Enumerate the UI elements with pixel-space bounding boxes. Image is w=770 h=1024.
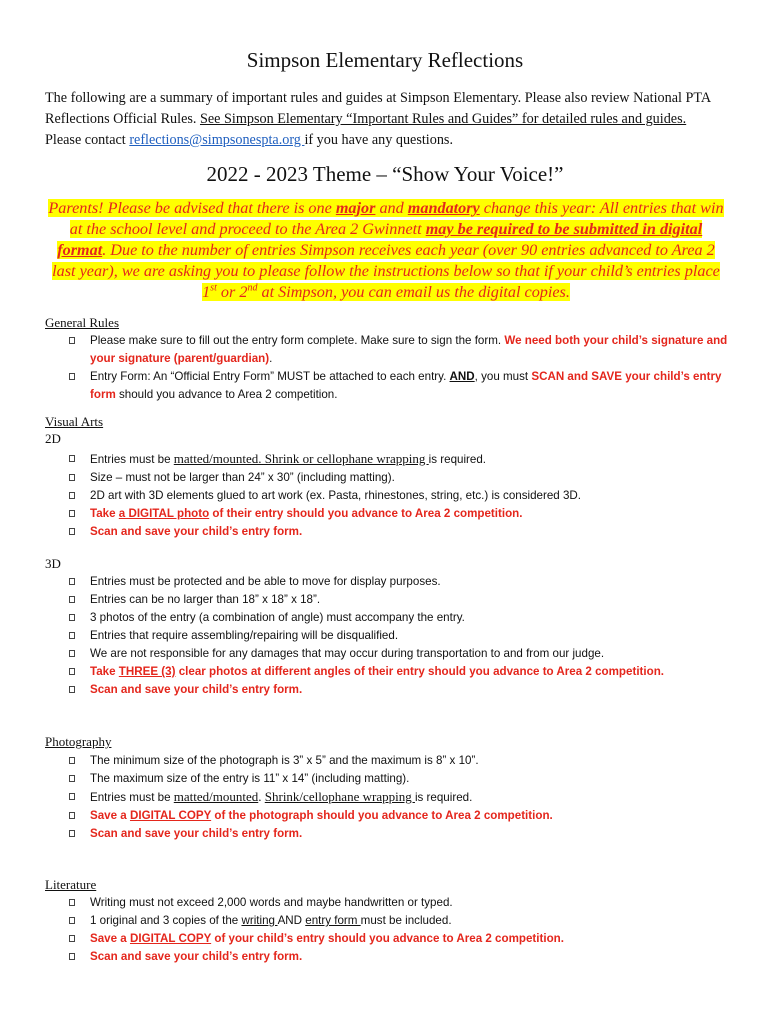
item-text: Entries must be <box>90 453 174 466</box>
list-item <box>69 681 729 699</box>
list-item <box>69 523 729 541</box>
checkbox-icon <box>69 812 75 819</box>
literature-heading: Literature <box>45 877 97 892</box>
item-text: The maximum size of the entry is 11” x 14” (including matting). <box>90 772 410 785</box>
notice-text: or 2 <box>216 283 248 301</box>
list-item <box>69 930 729 948</box>
item-text: 2D art with 3D elements glued to art work (ex. Pasta, rhinestones, string, etc.) is considered 3D. <box>90 489 582 502</box>
checkbox-icon <box>69 632 75 639</box>
item-text: must be included. <box>360 914 452 927</box>
photography-heading: Photography <box>45 734 112 749</box>
item-emphasis: Scan and save your child’s entry form. <box>90 525 303 538</box>
checkbox-icon <box>69 686 75 693</box>
item-text: 3 photos of the entry (a combination of angle) must accompany the entry. <box>90 611 465 624</box>
list-item <box>69 627 729 645</box>
item-text: is required. <box>414 791 473 804</box>
item-text: Writing must not exceed 2,000 words and maybe handwritten or typed. <box>90 896 453 909</box>
notice-text: change this year: All entries that win at the school level and proceed to the Area 2 Gwinnett <box>69 199 724 238</box>
item-emphasis: of their entry should you advance to Area 2 competition. <box>209 507 523 520</box>
item-text: AND <box>277 914 306 927</box>
notice-text: Parents! Please be advised that there is one <box>48 199 336 217</box>
checkbox-icon <box>69 455 75 462</box>
item-underline: writing <box>241 914 278 927</box>
item-emphasis: a DIGITAL photo <box>118 507 210 520</box>
checkbox-icon <box>69 793 75 800</box>
checkbox-icon <box>69 337 75 344</box>
list-item <box>69 663 729 681</box>
checkbox-icon <box>69 935 75 942</box>
email-link[interactable]: reflections@simpsonespta.org <box>129 132 305 148</box>
rules-guides-reference: See Simpson Elementary “Important Rules and Guides” for detailed rules and guides. <box>199 111 687 127</box>
notice-mandatory: mandatory <box>407 199 480 217</box>
list-item <box>69 609 729 627</box>
intro-paragraph <box>45 88 725 151</box>
theme-heading: 2022 - 2023 Theme – “Show Your Voice!” <box>206 162 564 186</box>
parent-notice <box>45 198 727 303</box>
item-text: Entry Form: An “Official Entry Form” MUST be attached to each entry. <box>90 370 450 383</box>
item-text: Entries that require assembling/repairing will be disqualified. <box>90 629 399 642</box>
list-item <box>69 788 729 807</box>
item-text: Please make sure to fill out the entry form complete. Make sure to sign the form. <box>90 334 505 347</box>
item-text: Entries can be no larger than 18” x 18” x 18”. <box>90 593 321 606</box>
list-item <box>69 469 729 487</box>
list-item <box>69 450 729 469</box>
general-rules-heading: General Rules <box>45 315 120 330</box>
item-emphasis: THREE (3) <box>118 665 176 678</box>
item-emphasis: SCAN and SAVE your child’s entry form <box>90 370 722 401</box>
checkbox-icon <box>69 510 75 517</box>
item-text: Size – must not be larger than 24” x 30” (including matting). <box>90 471 395 484</box>
item-emphasis: of your child’s entry should you advance to Area 2 competition. <box>211 932 564 945</box>
notice-digital-format: may be required to be submitted in digital format <box>57 220 703 259</box>
checkbox-icon <box>69 492 75 499</box>
item-text: , you must <box>474 370 532 383</box>
checkbox-icon <box>69 614 75 621</box>
item-text: Entries must be <box>90 791 174 804</box>
list-item <box>69 807 729 825</box>
notice-text: and <box>375 199 408 217</box>
3d-subheading: 3D <box>45 556 61 571</box>
item-text: . <box>258 789 265 804</box>
item-text: The minimum size of the photograph is 3” x 5” and the maximum is 8” x 10”. <box>90 754 479 767</box>
item-emphasis: Scan and save your child’s entry form. <box>90 827 303 840</box>
item-text: should you advance to Area 2 competition. <box>115 388 338 401</box>
notice-text: at Simpson, you can email us the digital copies. <box>257 283 570 301</box>
list-item <box>69 912 729 930</box>
literature-rules-list <box>69 894 729 966</box>
item-emphasis: AND <box>449 370 475 383</box>
list-item <box>69 825 729 843</box>
item-text: 1 original and 3 copies of the <box>90 914 242 927</box>
visual-arts-heading: Visual Arts <box>45 414 104 429</box>
item-emphasis: clear photos at different angles of their entry should you advance to Area 2 competition. <box>175 665 665 678</box>
checkbox-icon <box>69 830 75 837</box>
checkbox-icon <box>69 899 75 906</box>
item-emphasis: Scan and save your child’s entry form. <box>90 683 303 696</box>
list-item <box>69 368 729 404</box>
checkbox-icon <box>69 953 75 960</box>
item-emphasis: of the photograph should you advance to Area 2 competition. <box>211 809 553 822</box>
checkbox-icon <box>69 757 75 764</box>
checkbox-icon <box>69 596 75 603</box>
list-item <box>69 770 729 788</box>
item-emphasis: Save a <box>90 809 130 822</box>
list-item <box>69 487 729 505</box>
item-emphasis: We need both your child’s signature and your signature (parent/guardian) <box>90 334 728 365</box>
3d-rules-list <box>69 573 729 699</box>
item-text: Entries must be protected and be able to move for display purposes. <box>90 575 441 588</box>
checkbox-icon <box>69 775 75 782</box>
notice-major: major <box>335 199 376 217</box>
2d-subheading: 2D <box>45 431 61 446</box>
checkbox-icon <box>69 578 75 585</box>
notice-sup: nd <box>247 282 258 294</box>
item-emphasis: Take <box>90 665 119 678</box>
checkbox-icon <box>69 474 75 481</box>
item-underline: matted/mounted <box>173 789 259 804</box>
item-emphasis: Scan and save your child’s entry form. <box>90 950 303 963</box>
item-emphasis: DIGITAL COPY <box>129 809 212 822</box>
list-item <box>69 505 729 523</box>
checkbox-icon <box>69 373 75 380</box>
intro-contact-text: Please contact <box>45 132 130 148</box>
checkbox-icon <box>69 650 75 657</box>
list-item <box>69 948 729 966</box>
list-item <box>69 591 729 609</box>
intro-questions-text: if you have any questions. <box>304 132 453 148</box>
item-underline: Shrink/cellophane wrapping <box>264 789 415 804</box>
item-text: We are not responsible for any damages that may occur during transportation to and from our judge. <box>90 647 605 660</box>
checkbox-icon <box>69 668 75 675</box>
notice-sup: st <box>210 282 217 294</box>
notice-text: . Due to the number of entries Simpson receives each year (over 90 entries advanced to Area 2 last year), we are asking you to please follow the instructions below so that if your child’s entries place 1 <box>52 241 720 301</box>
list-item <box>69 332 729 368</box>
general-rules-list <box>69 332 729 404</box>
list-item <box>69 573 729 591</box>
item-text: is required. <box>428 453 487 466</box>
item-emphasis: DIGITAL COPY <box>129 932 212 945</box>
item-text: . <box>269 352 273 365</box>
list-item <box>69 894 729 912</box>
item-emphasis: Save a <box>90 932 130 945</box>
item-emphasis: Take <box>90 507 119 520</box>
item-underline: entry form <box>305 914 361 927</box>
item-underline: matted/mounted. Shrink or cellophane wrapping <box>173 451 429 466</box>
intro-text: The following are a summary of important rules and guides at Simpson Elementary. Please also review National PTA Reflections Official Rules. <box>45 90 711 127</box>
2d-rules-list <box>69 450 729 541</box>
checkbox-icon <box>69 528 75 535</box>
photography-rules-list <box>69 752 729 843</box>
list-item <box>69 752 729 770</box>
list-item <box>69 645 729 663</box>
checkbox-icon <box>69 917 75 924</box>
page-title: Simpson Elementary Reflections <box>246 48 524 72</box>
